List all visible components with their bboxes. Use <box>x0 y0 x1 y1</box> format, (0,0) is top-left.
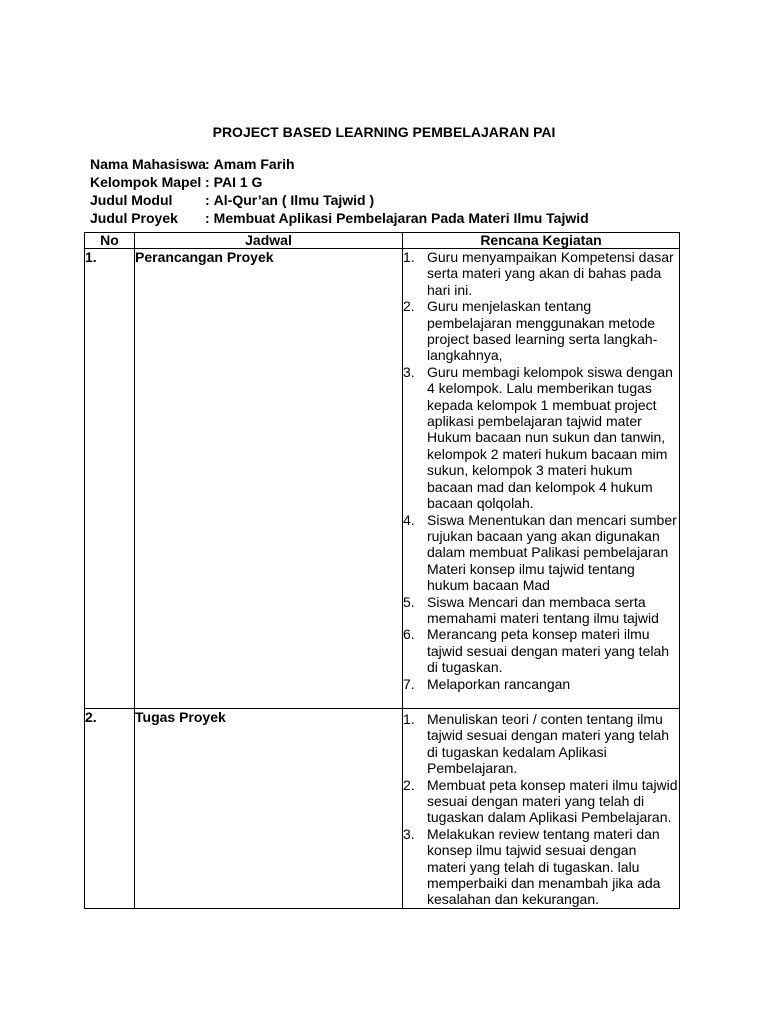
list-item: 2. Membuat peta konsep materi ilmu tajwid sesuai dengan materi yang telah di tugaskan dalam Aplikasi Pembelajaran. <box>403 776 678 826</box>
row-number: 2. <box>85 708 135 908</box>
row-plan <box>403 708 680 908</box>
meta-label: Nama Mahasiswa <box>90 156 206 172</box>
list-item: 3. Guru membagi kelompok siswa dengan 4 kelompok. Lalu memberikan tugas kepada kelompok 1 membuat project aplikasi pembelajaran tajwid mater Hukum bacaan nun sukun dan tanwin, kelompok 2 materi hukum bacaan mim sukun, kelompok 3 materi hukum bacaan mad dan kelompok 4 hukum bacaan qolqolah. <box>403 363 673 512</box>
meta-label: Judul Modul <box>90 192 173 208</box>
list-item: 3. Melakukan review tentang materi dan konsep ilmu tajwid sesuai dengan materi yang telah di tugaskan. lalu memperbaiki dan menambah jika ada kesalahan dan kekurangan. <box>403 825 661 908</box>
meta-value: Membuat Aplikasi Pembelajaran Pada Materi Ilmu Tajwid <box>213 210 589 226</box>
row-number: 1. <box>85 249 135 709</box>
list-item: 4. Siswa Menentukan dan mencari sumber rujukan bacaan yang akan digunakan dalam membuat Palikasi pembelajaran Materi konsep ilmu tajwid tentang hukum bacaan Mad <box>403 511 677 594</box>
column-header-no: No <box>85 233 135 249</box>
meta-row-subject-group: Kelompok Mapel : PAI 1 G <box>90 174 263 190</box>
meta-value: Amam Farih <box>213 156 295 172</box>
meta-label: Kelompok Mapel <box>90 174 202 190</box>
meta-row-student-name: Nama Mahasiswa : Amam Farih <box>90 156 295 172</box>
list-item: 5. Siswa Mencari dan membaca serta memahami materi tentang ilmu tajwid <box>403 593 659 626</box>
meta-row-project-title: Judul Proyek : Membuat Aplikasi Pembelajaran Pada Materi Ilmu Tajwid <box>90 210 589 226</box>
page-title: PROJECT BASED LEARNING PEMBELAJARAN PAI <box>212 124 556 140</box>
row-plan <box>403 249 680 709</box>
meta-value: PAI 1 G <box>213 174 263 190</box>
activity-list <box>403 249 679 692</box>
row-schedule: Tugas Proyek <box>135 708 403 908</box>
student-info <box>90 155 589 227</box>
meta-label: Judul Proyek <box>90 210 178 226</box>
list-item: 7. Melaporkan rancangan <box>403 675 571 692</box>
column-header-plan: Rencana Kegiatan <box>403 233 680 249</box>
meta-value: Al-Qur’an ( Ilmu Tajwid ) <box>213 192 375 208</box>
list-item: 1. Menuliskan teori / conten tentang ilmu tajwid sesuai dengan materi yang telah di tugaskan kedalam Aplikasi Pembelajaran. <box>403 710 670 777</box>
meta-row-module-title: Judul Modul : Al-Qur’an ( Ilmu Tajwid ) <box>90 192 375 208</box>
table-header-row <box>85 233 680 249</box>
list-item: 1. Guru menyampaikan Kompetensi dasar serta materi yang akan di bahas pada hari ini. <box>403 249 674 298</box>
activity-plan-table <box>84 232 680 909</box>
table-row <box>85 249 680 709</box>
column-header-schedule: Jadwal <box>135 233 403 249</box>
table-row <box>85 708 680 908</box>
list-item: 2. Guru menjelaskan tentang pembelajaran menggunakan metode project based learning serta langkah-langkahnya, <box>403 298 658 364</box>
row-schedule: Perancangan Proyek <box>135 249 403 709</box>
activity-list <box>403 711 679 908</box>
list-item: 6. Merancang peta konsep materi ilmu tajwid sesuai dengan materi yang telah di tugaskan. <box>403 626 670 676</box>
